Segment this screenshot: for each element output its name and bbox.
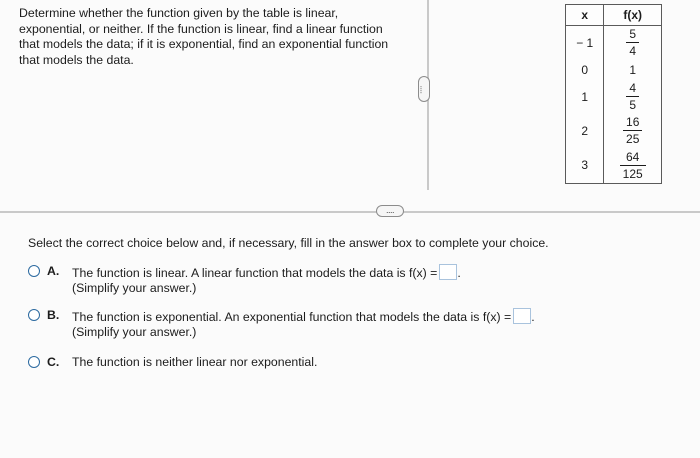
answer-input-b[interactable] (513, 308, 531, 324)
table-cell-x: 3 (566, 148, 604, 184)
question-line: exponential, or neither. If the function is linear, find a linear function (19, 21, 383, 36)
choice-text: The function is exponential. An exponential function that models the data is f(x) = . (72, 310, 535, 324)
table-cell-fx (604, 148, 662, 184)
choice-letter: B. (47, 308, 60, 322)
table-header-fx: f(x) (604, 5, 662, 26)
table-cell-fx (604, 80, 662, 114)
fraction: $\frac{16}{25}$ (623, 115, 642, 146)
choice-letter: A. (47, 264, 60, 278)
table-row (566, 148, 662, 184)
table-cell-fx (604, 114, 662, 148)
expand-panel-button[interactable]: .... (418, 76, 430, 102)
table-row (566, 60, 662, 80)
expand-section-button[interactable]: .... (376, 205, 404, 217)
fraction: $\frac{64}{125}$ (620, 150, 646, 181)
horizontal-divider[interactable] (0, 211, 700, 213)
radio-button[interactable] (28, 309, 40, 321)
question-text (19, 6, 414, 68)
fraction: $\frac{4}{5}$ (626, 81, 639, 112)
table-cell-x: 0 (566, 60, 604, 80)
radio-button[interactable] (28, 265, 40, 277)
fraction: $\frac{5}{4}$ (626, 27, 639, 58)
table-cell-x: 1 (566, 80, 604, 114)
table-cell-fx (604, 26, 662, 60)
table-row (566, 80, 662, 114)
table-row (566, 26, 662, 60)
choice-hint: (Simplify your answer.) (72, 281, 197, 295)
choice-letter: C. (47, 355, 60, 369)
choice-text: The function is linear. A linear function that models the data is f(x) = . (72, 266, 461, 280)
table-cell-x: − 1 (566, 26, 604, 60)
instructions-text: Select the correct choice below and, if necessary, fill in the answer box to complete your choice. (28, 236, 549, 250)
table-header-x: x (566, 5, 604, 26)
choice-hint: (Simplify your answer.) (72, 325, 197, 339)
function-table (565, 4, 662, 184)
choice-text: The function is neither linear nor exponential. (72, 355, 318, 369)
radio-button[interactable] (28, 356, 40, 368)
answer-input-a[interactable] (439, 264, 457, 280)
question-line: Determine whether the function given by the table is linear, (19, 6, 339, 20)
question-line: that models the data; if it is exponential, find an exponential function (19, 37, 389, 52)
table-cell-x: 2 (566, 114, 604, 148)
question-line: that models the data. (19, 52, 134, 67)
table-row (566, 114, 662, 148)
table-cell-fx: 1 (604, 60, 662, 80)
